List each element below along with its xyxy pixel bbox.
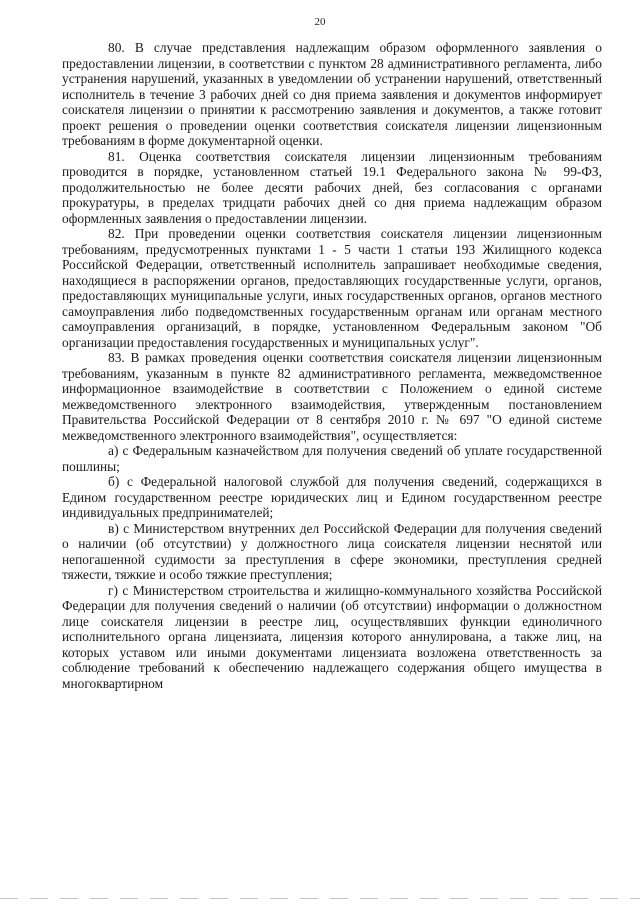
- paragraph-81: 81. Оценка соответствия соискателя лицензии лицензионным требованиям проводится в порядке, установленном статьей 19.1 Федерального закона № 99-ФЗ, продолжительностью не более десяти рабочих дней, без согласования с органами прокуратуры, в пределах тридцати рабочих дней со дня приема надлежащим образом оформленных заявления о предоставлении лицензии.: [62, 148, 602, 226]
- subitem-b: б) с Федеральной налоговой службой для получения сведений, содержащихся в Едином государственном реестре юридических лиц и Едином государственном реестре индивидуальных предпринимателей;: [62, 474, 602, 520]
- subitem-v: в) с Министерством внутренних дел Российской Федерации для получения сведений о наличии (об отсутствии) у должностного лица соискателя лицензии неснятой или непогашенной судимости за преступления в сфере экономики, преступления средней тяжести, тяжкие и особо тяжкие преступления;: [62, 520, 602, 582]
- subitem-g: г) с Министерством строительства и жилищно-коммунального хозяйства Российской Федерации для получения сведений о наличии (об отсутствии) информации о должностном лице соискателя лицензии в реестре лиц, осуществлявших функции единоличного исполнительного органа лицензиата, лицензия которого аннулирована, а также лиц, на которых уставом или иными документами лицензиата возложена ответственность за соблюдение требований к обеспечению надлежащего содержания общего имущества в многоквартирном: [62, 582, 602, 691]
- paragraph-83: 83. В рамках проведения оценки соответствия соискателя лицензии лицензионным требованиям, указанным в пункте 82 административного регламента, межведомственное информационное взаимодействие в соответствии с Положением о единой системе межведомственного электронного взаимодействия, утвержденным постановлением Правительства Российской Федерации от 8 сентября 2010 г. № 697 "О единой системе межведомственного электронного взаимодействия", осуществляется:: [62, 350, 602, 443]
- page-number: 20: [314, 16, 326, 28]
- paragraph-80: 80. В случае представления надлежащим образом оформленного заявления о предоставлении лицензии, в соответствии с пунктом 28 административного регламента, либо устранения нарушений, указанных в уведомлении об устранении нарушений, ответственный исполнитель в течение 3 рабочих дней со дня приема заявления и документов информирует соискателя лицензии о принятии к рассмотрению заявления и документов, а также готовит проект решения о проведении оценки соответствия соискателя лицензии лицензионным требованиям в форме документарной оценки.: [62, 40, 602, 148]
- scan-edge-artifact: [0, 898, 640, 899]
- subitem-a: а) с Федеральным казначейством для получения сведений об уплате государственной пошлины;: [62, 443, 602, 474]
- paragraph-82: 82. При проведении оценки соответствия соискателя лицензии лицензионным требованиям, предусмотренных пунктами 1 - 5 части 1 статьи 193 Жилищного кодекса Российской Федерации, ответственный исполнитель запрашивает необходимые сведения, находящиеся в распоряжении органов, предоставляющих государственные услуги, органов, предоставляющих муниципальные услуги, иных государственных органов, органов местного самоуправления либо подведомственных государственным органам или органам местного самоуправления организаций, в порядке, установленном Федеральным законом "Об организации предоставления государственных и муниципальных услуг".: [62, 226, 602, 350]
- document-body: [62, 40, 602, 691]
